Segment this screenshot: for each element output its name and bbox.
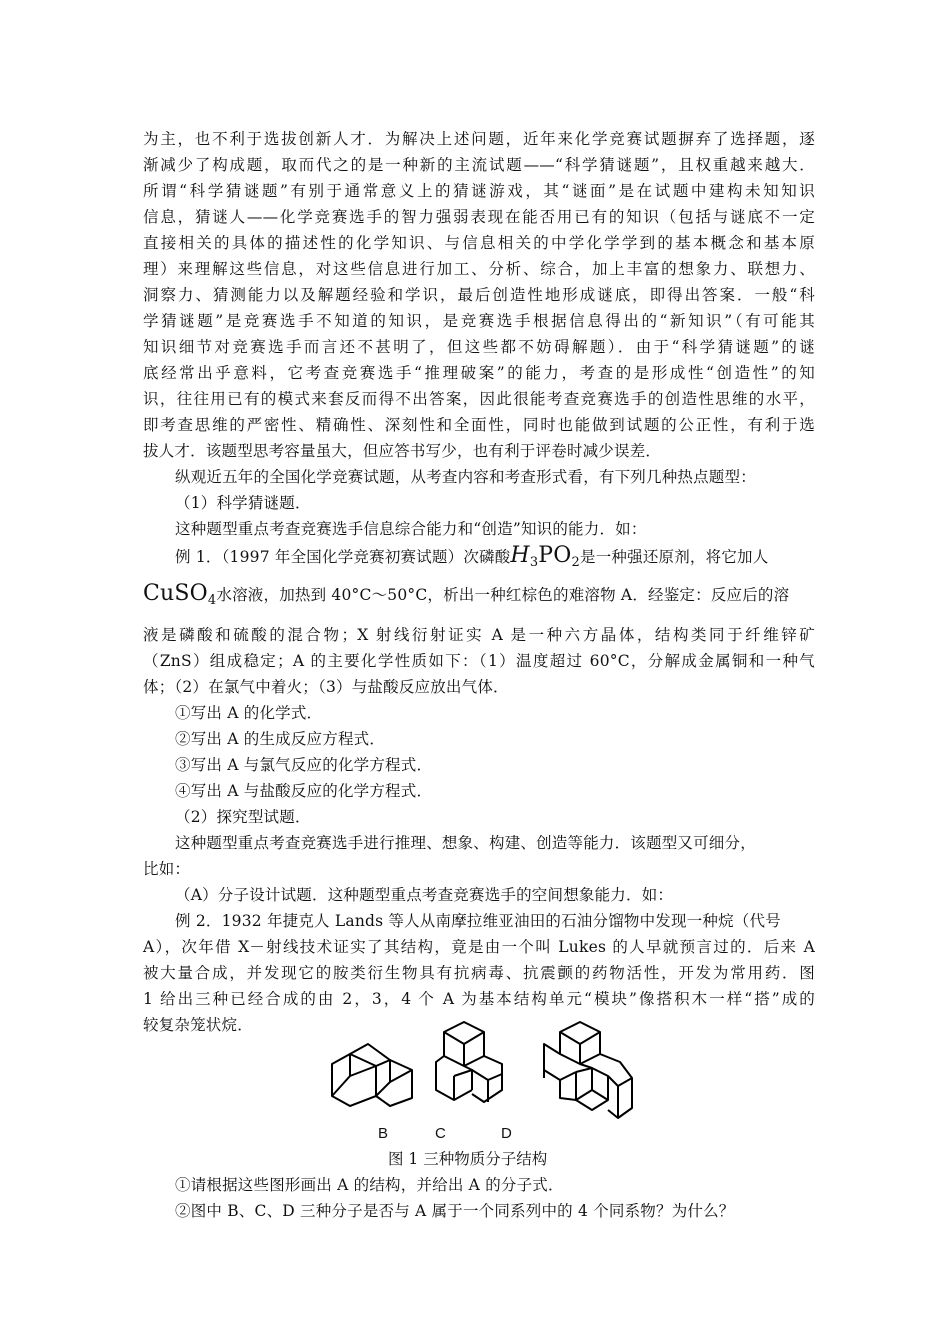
question-3: ③写出 A 与氯气反应的化学方程式． bbox=[175, 756, 433, 774]
paragraph-line: 洞察力、猜测能力以及解题经验和学识，最后创造性地形成谜底，即得出答案．一般“科 bbox=[143, 286, 815, 304]
figure-label-d: D bbox=[501, 1125, 512, 1142]
example2-question-1: ①请根据这些图形画出 A 的结构，并给出 A 的分子式． bbox=[175, 1176, 564, 1194]
paragraph-line: 直接相关的具体的描述性的化学知识、与信息相关的中学化学学到的基本概念和基本原 bbox=[143, 234, 815, 252]
paragraph-line: 底经常出乎意料，它考查竞赛选手“推理破案”的能力，考查的是形成性“创造性”的知 bbox=[143, 364, 815, 382]
paragraph-line: 知识细节对竞赛选手而言还不甚明了，但这些都不妨碍解题）．由于“科学猜谜题”的谜 bbox=[143, 338, 815, 356]
example2-line: 例 2．1932 年捷克人 Lands 等人从南摩拉维亚油田的石油分馏物中发现一种烷（代号 bbox=[175, 912, 781, 930]
example1-first-line bbox=[175, 538, 768, 581]
example1-after-formula: 是一种强还原剂，将它加人 bbox=[580, 548, 769, 566]
formula-cuso: CuSO bbox=[143, 581, 208, 606]
question-2: ②写出 A 的生成反应方程式． bbox=[175, 730, 386, 748]
example2-line: 1 给出三种已经合成的由 2，3，4 个 A 为基本结构单元“模块”像搭积木一样“搭”成的 bbox=[143, 990, 815, 1008]
paragraph-line: 为主，也不利于选拔创新人才．为解决上述问题，近年来化学竞赛试题摒弃了选择题，逐 bbox=[143, 130, 815, 148]
formula-po: PO bbox=[538, 543, 572, 568]
structure-c bbox=[436, 1022, 502, 1102]
example1-lead: 例 1．（1997 年全国化学竞赛初赛试题）次磷酸 bbox=[175, 548, 511, 566]
structure-b bbox=[332, 1044, 412, 1106]
paragraph-line: 液是磷酸和硫酸的混合物；X 射线衍射证实 A 是一种六方晶体，结构类同于纤维锌矿 bbox=[143, 626, 815, 644]
paragraph-line: 拔人才．该题型思考容量虽大，但应答书写少，也有利于评卷时减少误差． bbox=[143, 442, 662, 460]
example1-line2: 水溶液，加热到 40°C～50°C，析出一种红棕色的难溶物 A．经鉴定：反应后的溶 bbox=[216, 586, 790, 604]
type1-description: 这种题型重点考查竞赛选手信息综合能力和“创造”知识的能力．如： bbox=[175, 520, 647, 538]
example2-line: 较复杂笼状烷． bbox=[143, 1016, 253, 1034]
figure-caption: 图 1 三种物质分子结构 bbox=[388, 1150, 548, 1168]
question-1: ①写出 A 的化学式． bbox=[175, 704, 323, 722]
paragraph-line: 所谓“科学猜谜题”有别于通常意义上的猜谜游戏，其“谜面”是在试题中建构未知知识 bbox=[143, 182, 815, 200]
paragraph-line: 理）来理解这些信息，对这些信息进行加工、分析、综合，加上丰富的想象力、联想力、 bbox=[143, 260, 815, 278]
type2-description-cont: 比如： bbox=[143, 860, 191, 878]
paragraph-line: 即考查思维的严密性、精确性、深刻性和全面性，同时也能做到试题的公正性，有利于选 bbox=[143, 416, 815, 434]
paragraph-line: （ZnS）组成稳定；A 的主要化学性质如下：（1）温度超过 60°C，分解成金属铜和一种气 bbox=[143, 652, 815, 670]
figure-label-c: C bbox=[435, 1125, 446, 1142]
paragraph-line: 信息，猜谜人——化学竞赛选手的智力强弱表现在能否用已有的知识（包括与谜底不一定 bbox=[143, 208, 815, 226]
question-4: ④写出 A 与盐酸反应的化学方程式． bbox=[175, 782, 433, 800]
paragraph-line: 学猜谜题”是竞赛选手不知道的知识，是竞赛选手根据信息得出的“新知识”（有可能其 bbox=[143, 312, 815, 330]
example2-question-2: ②图中 B、C、D 三种分子是否与 A 属于一个同系列中的 4 个同系物？为什么？ bbox=[175, 1202, 735, 1220]
paragraph-line: 渐减少了构成题，取而代之的是一种新的主流试题——“科学猜谜题”，且权重越来越大． bbox=[143, 156, 815, 174]
formula-sub: 4 bbox=[207, 593, 217, 608]
overview-text: 纵观近五年的全国化学竞赛试题，从考查内容和考查形式看，有下列几种热点题型： bbox=[175, 468, 756, 486]
structure-d bbox=[544, 1022, 632, 1118]
paragraph-line: 体；（2）在氯气中着火；（3）与盐酸反应放出气体． bbox=[143, 678, 509, 696]
type1-heading: （1）科学猜谜题． bbox=[175, 494, 311, 512]
example1-second-line bbox=[143, 576, 789, 619]
paragraph-line: 识，往往用已有的模式来套反而得不出答案，因此很能考查竞赛选手的创造性思维的水平， bbox=[143, 390, 815, 408]
subtype-a: （A）分子设计试题．这种题型重点考查竞赛选手的空间想象能力．如： bbox=[175, 886, 674, 904]
formula-sub: 2 bbox=[571, 555, 581, 570]
formula-h: H bbox=[510, 543, 530, 568]
figure-label-b: B bbox=[378, 1125, 389, 1142]
formula-sub: 3 bbox=[529, 555, 539, 570]
type2-description: 这种题型重点考查竞赛选手进行推理、想象、构建、创造等能力．该题型又可细分， bbox=[175, 834, 756, 852]
example2-line: A），次年借 X－射线技术证实了其结构，竟是由一个叫 Lukes 的人早就预言过的．后来 A bbox=[143, 938, 815, 956]
type2-heading: （2）探究型试题． bbox=[175, 808, 311, 826]
molecular-structures-figure bbox=[328, 1018, 658, 1128]
example2-line: 被大量合成，并发现它的胺类衍生物具有抗病毒、抗震颤的药物活性，开发为常用药．图 bbox=[143, 964, 815, 982]
